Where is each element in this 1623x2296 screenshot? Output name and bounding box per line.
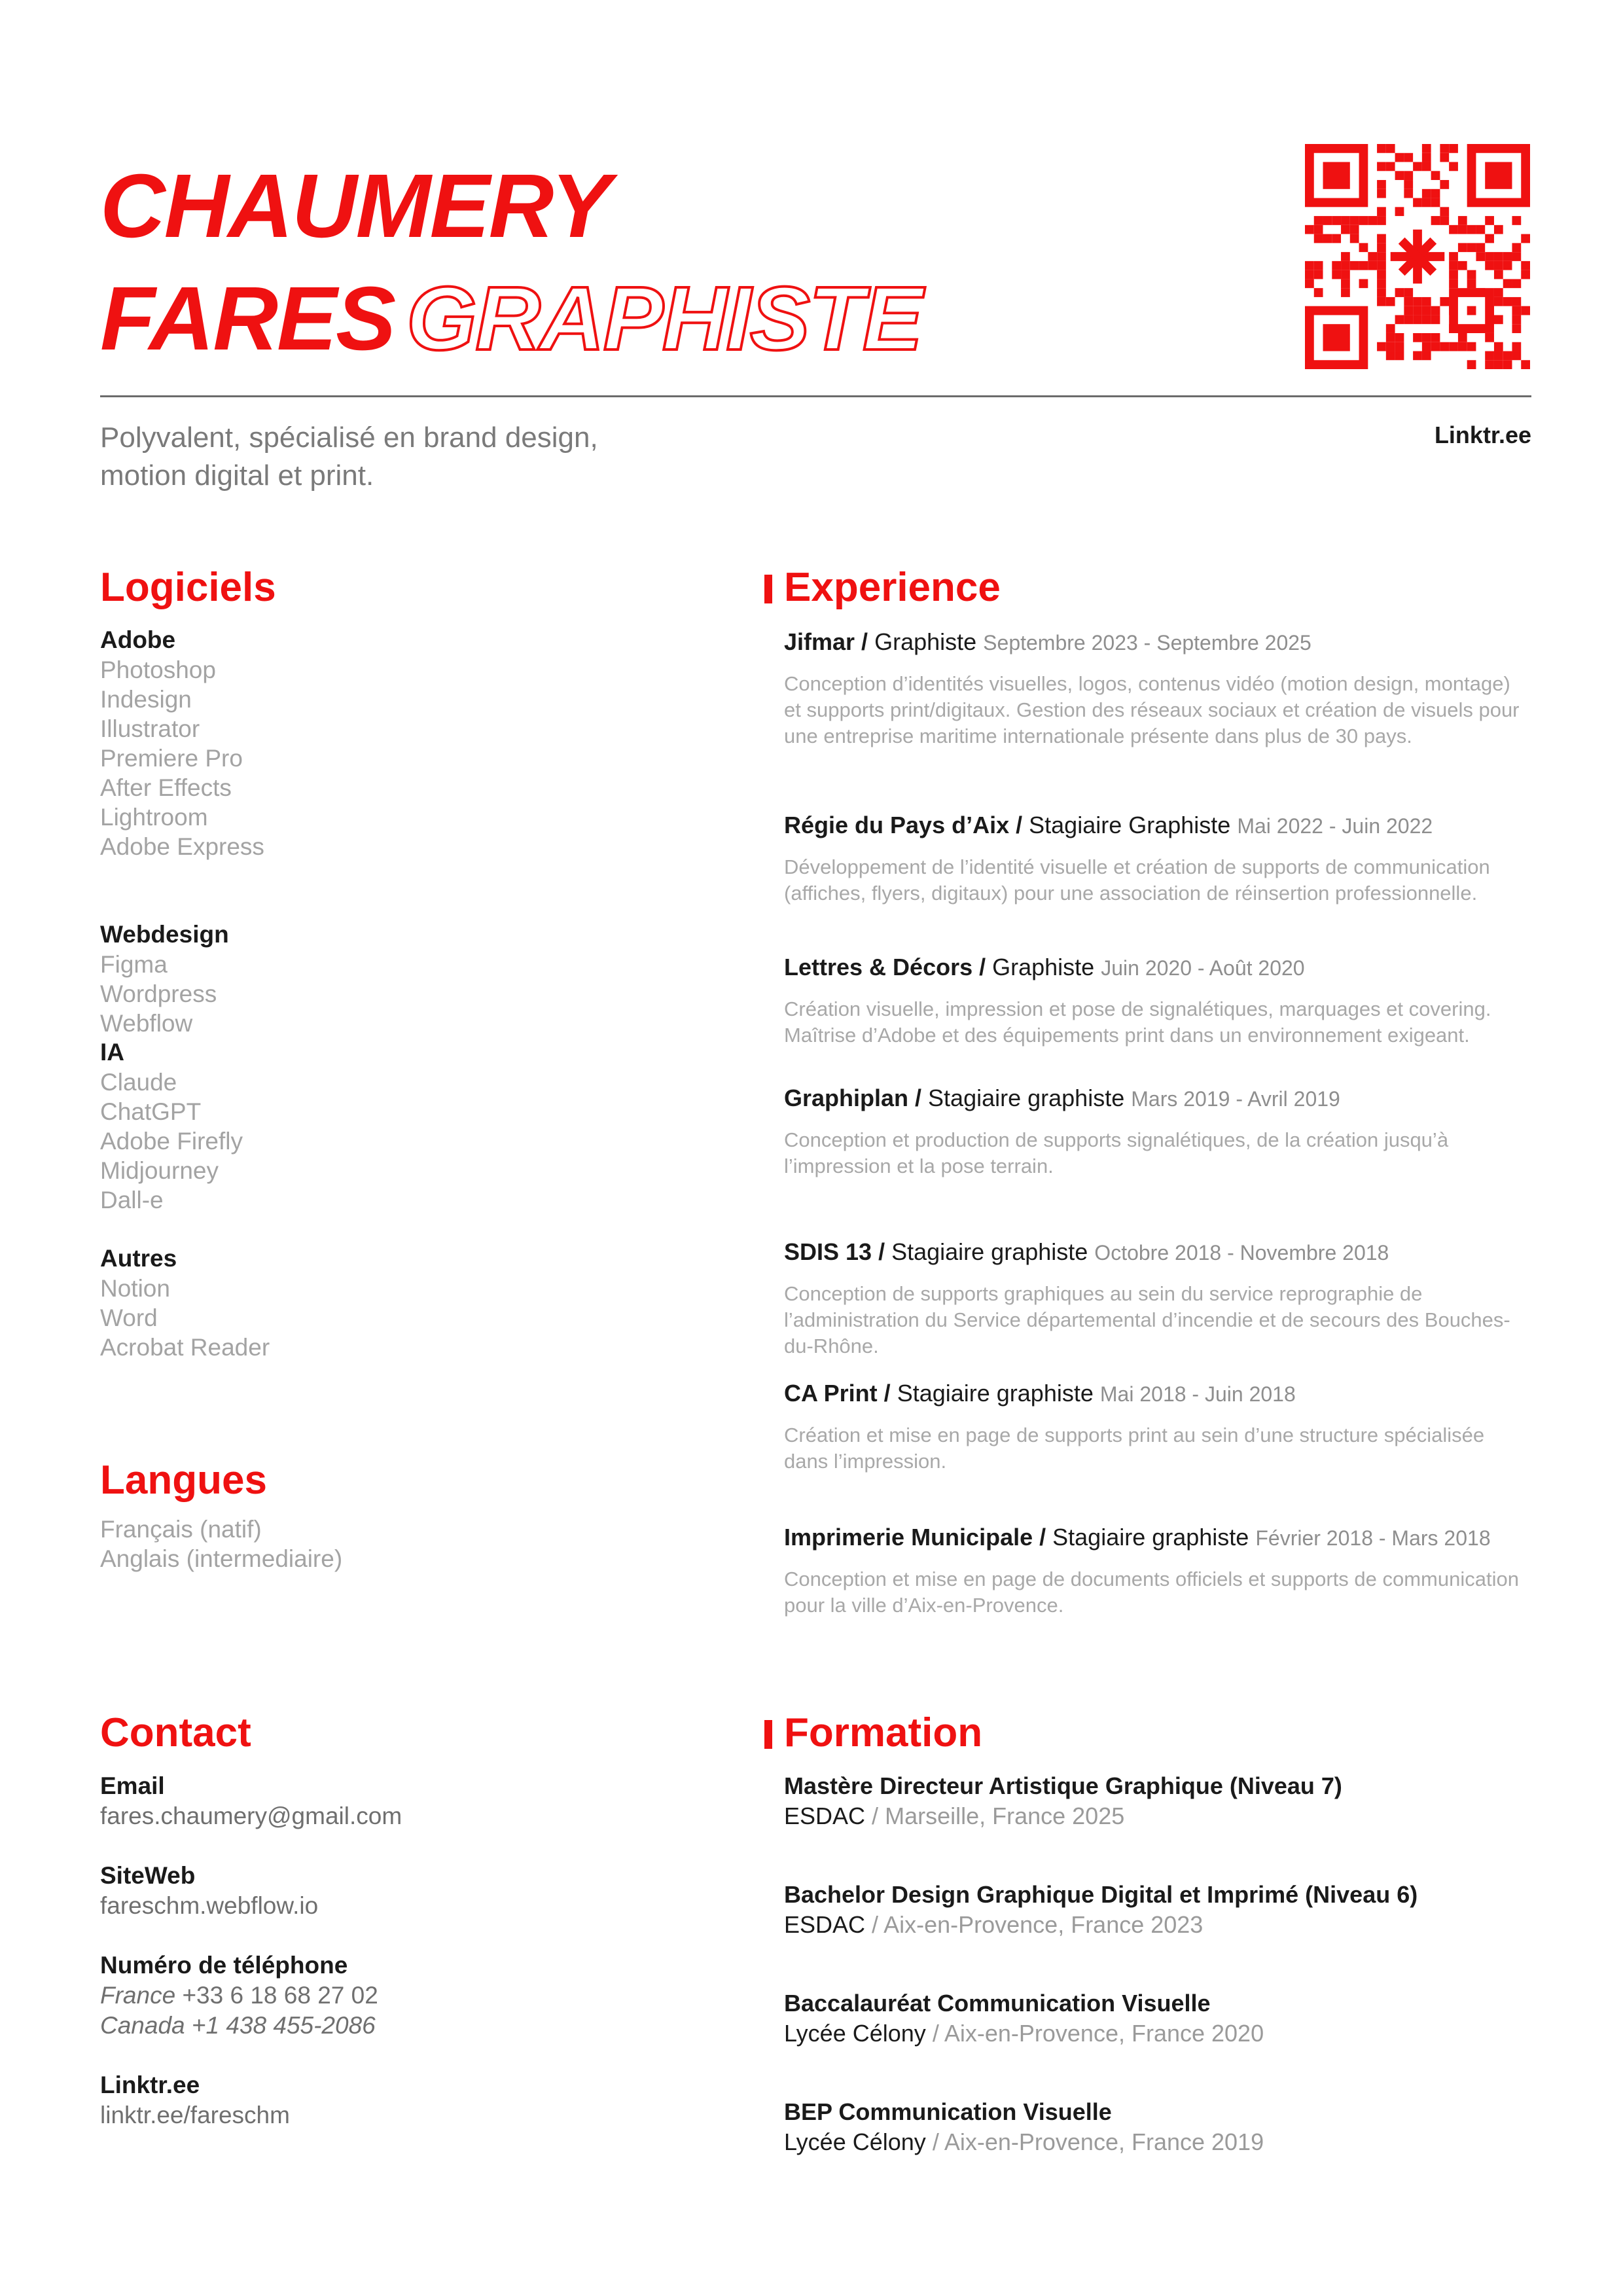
qr-module [1485,234,1494,243]
site-link[interactable]: fareschm.webflow.io [100,1892,319,1919]
qr-module [1314,261,1323,270]
phone-label: Numéro de téléphone [100,1952,348,1979]
qr-module [1305,261,1314,270]
qr-module [1341,288,1350,297]
qr-module [1350,261,1359,270]
qr-module [1395,207,1404,216]
qr-module [1314,234,1323,243]
qr-module [1395,171,1404,180]
qr-module [1440,153,1449,162]
qr-module [1422,351,1431,360]
role: Stagiaire graphiste [928,1085,1125,1111]
qr-module [1494,351,1503,360]
qr-module [1323,216,1332,225]
formation-item: BEP Communication Visuelle Lycée Célony / Aix-en-Provence, France 2019 [784,2097,1531,2157]
qr-module [1494,360,1503,369]
group-title: Autres [100,1245,177,1272]
qr-module [1440,342,1449,351]
qr-module [1413,162,1422,171]
role: Stagiaire graphiste [1052,1524,1249,1551]
qr-module [1431,216,1440,225]
qr-module [1377,234,1386,243]
dates: Octobre 2018 - Novembre 2018 [1094,1241,1389,1265]
qr-module [1341,216,1350,225]
qr-module [1467,360,1476,369]
qr-module [1512,315,1521,324]
qr-module [1395,288,1404,297]
school: ESDAC [784,1911,866,1938]
qr-module [1503,351,1512,360]
company: CA Print / [784,1380,891,1407]
degree: Baccalauréat Communication Visuelle [784,1990,1211,2017]
role: Stagiaire graphiste [891,1238,1088,1265]
contact-linktree [100,2070,689,2130]
qr-module [1377,342,1386,351]
qr-module [1467,270,1476,279]
qr-module [1467,243,1476,252]
qr-module [1422,342,1431,351]
dates: Mai 2022 - Juin 2022 [1237,814,1433,838]
section-title-langues: Langues [100,1458,267,1503]
qr-module [1386,333,1395,342]
qr-module [1512,342,1521,351]
qr-module [1503,297,1512,306]
description: Conception de supports graphiques au sein du service reprographie de l’administration du Service départemental d’incendie et de secours des Bouches-du-Rhône. [784,1282,1510,1357]
email-link[interactable]: fares.chaumery@gmail.com [100,1803,402,1829]
software-item: Lightroom [100,804,208,831]
qr-module [1485,216,1494,225]
linktree-label: Linktr.ee [100,2072,200,2098]
qr-module [1422,315,1431,324]
dates: Mars 2019 - Avril 2019 [1131,1087,1340,1111]
qr-module [1422,198,1431,207]
software-item: Claude [100,1069,177,1096]
qr-module [1449,270,1458,279]
tagline-line-1: Polyvalent, spécialisé en brand design, [100,422,598,454]
software-item: Notion [100,1275,170,1302]
qr-module [1449,225,1458,234]
languages-list [100,1515,624,1573]
linktree-link[interactable]: Linktr.ee [1434,422,1531,448]
qr-module [1449,279,1458,288]
qr-module [1350,216,1359,225]
phone-canada[interactable] [100,2011,689,2041]
qr-module [1413,297,1422,306]
software-item: Acrobat Reader [100,1334,270,1361]
qr-module [1512,324,1521,333]
qr-module [1521,360,1530,369]
qr-module [1458,216,1467,225]
qr-module [1485,261,1494,270]
qr-module [1404,171,1413,180]
qr-module [1332,234,1341,243]
qr-module [1395,153,1404,162]
qr-module [1377,252,1386,261]
qr-module [1359,261,1368,270]
software-item: Figma [100,951,168,978]
qr-module [1314,288,1323,297]
qr-module [1413,333,1422,342]
role: Graphiste [874,628,977,655]
name-last-text: CHAUMERY [100,156,610,257]
qr-module [1404,180,1413,189]
phone-number: +1 438 455-2086 [191,2012,376,2039]
job-title: GRAPHISTE [406,268,922,369]
qr-module [1377,180,1386,189]
qr-module [1467,279,1476,288]
qr-module [1422,297,1431,306]
qr-module [1386,162,1395,171]
qr-module [1377,270,1386,279]
qr-module [1413,306,1422,315]
qr-module [1494,261,1503,270]
contact-email [100,1771,689,1831]
qr-module [1458,225,1467,234]
software-item: Midjourney [100,1157,219,1184]
qr-finder-core [1323,162,1350,189]
qr-module [1368,252,1377,261]
qr-module [1422,153,1431,162]
qr-module [1449,144,1458,153]
qr-module [1377,216,1386,225]
qr-module [1494,315,1503,324]
qr-module [1386,324,1395,333]
phone-france[interactable] [100,1981,689,2011]
experience-item [784,952,1531,1049]
phone-country: France [100,1982,176,2009]
qr-module [1377,189,1386,198]
qr-module [1422,306,1431,315]
header-divider [100,395,1531,397]
qr-module [1323,234,1332,243]
qr-module [1413,315,1422,324]
language-item: Français (natif) [100,1516,262,1543]
site-label: SiteWeb [100,1862,196,1889]
qr-module [1395,315,1404,324]
email-label: Email [100,1772,165,1799]
software-item: Wordpress [100,980,217,1007]
qr-module [1386,297,1395,306]
qr-module [1431,171,1440,180]
section-title-experience: Experience [784,565,1001,610]
software-group-webdesign [100,920,624,1038]
name-first-title [100,268,922,369]
place-year: Marseille, France 2025 [885,1803,1125,1829]
degree: BEP Communication Visuelle [784,2098,1112,2125]
qr-module [1494,270,1503,279]
contact-phone [100,1950,689,2041]
qr-module [1377,144,1386,153]
software-item: Dall-e [100,1187,164,1213]
place-year: Aix-en-Provence, France 2019 [944,2128,1264,2155]
contact-site [100,1861,689,1921]
qr-module [1449,261,1458,270]
formation-marker [764,1720,772,1749]
qr-module [1485,252,1494,261]
tagline-line-2: motion digital et print. [100,459,374,492]
role: Stagiaire Graphiste [1029,812,1231,838]
qr-module [1494,342,1503,351]
tagline [100,419,820,495]
qr-module [1422,333,1431,342]
qr-module [1305,270,1314,279]
qr-module [1341,261,1350,270]
qr-module [1431,315,1440,324]
qr-module [1512,351,1521,360]
description: Création visuelle, impression et pose de signalétiques, marquages et covering. Maîtrise d’Adobe et des équipements print dans un environnement exigeant. [784,997,1491,1047]
qr-module [1494,225,1503,234]
software-item: Photoshop [100,656,216,683]
phone-number: +33 6 18 68 27 02 [182,1982,378,2009]
qr-module [1440,297,1449,306]
section-title-formation: Formation [784,1710,983,1755]
qr-module [1332,216,1341,225]
qr-module [1485,333,1494,342]
company: Imprimerie Municipale / [784,1524,1046,1551]
qr-module [1305,279,1314,288]
qr-module [1395,342,1404,351]
group-title: Webdesign [100,921,229,948]
qr-module [1512,279,1521,288]
software-item: Webflow [100,1010,193,1037]
dates: Février 2018 - Mars 2018 [1255,1526,1491,1550]
qr-module [1431,333,1440,342]
qr-module [1395,351,1404,360]
language-item: Anglais (intermediaire) [100,1545,343,1572]
qr-module [1458,261,1467,270]
qr-module [1503,360,1512,369]
company: Graphiplan / [784,1085,922,1111]
qr-module [1386,351,1395,360]
qr-module [1467,225,1476,234]
qr-module [1476,252,1485,261]
formation-item: Bachelor Design Graphique Digital et Imprimé (Niveau 6) ESDAC / Aix-en-Provence, France 2023 [784,1880,1531,1940]
experience-marker [764,575,772,603]
qr-module [1314,270,1323,279]
qr-module [1440,180,1449,189]
qr-module [1341,279,1350,288]
qr-module [1440,144,1449,153]
name-last [100,156,610,257]
qr-module [1359,216,1368,225]
software-item: After Effects [100,774,232,801]
qr-module [1440,216,1449,225]
experience-item [784,1083,1531,1179]
qr-module [1386,342,1395,351]
software-group-autres [100,1244,624,1362]
dates: Juin 2020 - Août 2020 [1101,956,1305,980]
description: Conception et production de supports signalétiques, de la création jusqu’à l’impression et la pose terrain. [784,1128,1449,1177]
formation-item: Baccalauréat Communication Visuelle Lycée Célony / Aix-en-Provence, France 2020 [784,1988,1531,2049]
experience-item [784,1378,1531,1475]
place-year: Aix-en-Provence, France 2023 [883,1911,1204,1938]
qr-module [1521,234,1530,243]
software-item: Premiere Pro [100,745,243,772]
qr-module [1431,342,1440,351]
qr-module [1467,342,1476,351]
qr-module [1521,270,1530,279]
section-title-logiciels: Logiciels [100,565,276,610]
qr-module [1377,288,1386,297]
qr-module [1440,207,1449,216]
qr-module [1494,297,1503,306]
qr-module [1404,315,1413,324]
software-group-adobe [100,625,624,861]
qr-module [1332,270,1341,279]
qr-module [1413,198,1422,207]
qr-module [1332,261,1341,270]
qr-module [1404,153,1413,162]
qr-module [1359,243,1368,252]
company: Régie du Pays d’Aix / [784,812,1023,838]
qr-module [1521,306,1530,315]
software-item: Adobe Express [100,833,264,860]
qr-module [1431,306,1440,315]
qr-module [1431,189,1440,198]
qr-module [1305,225,1314,234]
formation-item: Mastère Directeur Artistique Graphique (Niveau 7) ESDAC / Marseille, France 2025 [784,1771,1531,1831]
description: Développement de l’identité visuelle et création de supports de communication (affiches, flyers, digitaux) pour une association de réinsertion professionnelle. [784,855,1490,905]
experience-item [784,810,1531,906]
description: Création et mise en page de supports print au sein d’une structure spécialisée dans l’impression. [784,1424,1485,1473]
qr-module [1503,261,1512,270]
qr-module [1314,216,1323,225]
software-item: Word [100,1304,158,1331]
qr-module [1494,288,1503,297]
qr-module [1458,333,1467,342]
qr-module [1512,243,1521,252]
qr-module [1341,270,1350,279]
qr-module [1512,252,1521,261]
qr-module [1431,198,1440,207]
qr-module [1404,306,1413,315]
qr-finder-core [1485,162,1512,189]
software-item: Indesign [100,686,192,713]
qr-module [1377,297,1386,306]
qr-module [1404,189,1413,198]
qr-module [1314,225,1323,234]
qr-module [1476,225,1485,234]
qr-module [1359,279,1368,288]
qr-module [1350,234,1359,243]
qr-module [1512,297,1521,306]
qr-align-core [1467,306,1476,315]
qr-module [1449,162,1458,171]
software-item: Illustrator [100,715,200,742]
phone-country: Canada [100,2012,185,2039]
school: ESDAC [784,1803,866,1829]
qr-module [1377,243,1386,252]
software-item: Adobe Firefly [100,1128,243,1155]
qr-module [1386,144,1395,153]
role: Graphiste [992,954,1095,980]
qr-module [1413,351,1422,360]
qr-module [1449,252,1458,261]
qr-module [1512,216,1521,225]
software-item: ChatGPT [100,1098,202,1125]
experience-item [784,1237,1531,1359]
qr-module [1368,261,1377,270]
section-title-contact: Contact [100,1710,251,1755]
qr-module [1449,342,1458,351]
experience-item [784,1522,1531,1619]
qr-finder-core [1323,324,1350,351]
degree: Mastère Directeur Artistique Graphique (Niveau 7) [784,1772,1342,1799]
experience-item [784,627,1531,749]
qr-module [1377,207,1386,216]
group-title: IA [100,1039,124,1066]
qr-module [1512,306,1521,315]
dates: Mai 2018 - Juin 2018 [1099,1382,1296,1406]
qr-code[interactable] [1305,144,1530,369]
qr-module [1377,162,1386,171]
qr-module [1485,351,1494,360]
dates: Septembre 2023 - Septembre 2025 [983,631,1311,655]
description: Conception d’identités visuelles, logos, contenus vidéo (motion design, montage) et supports print/digitaux. Gestion des réseaux sociaux et création de visuels pour une entreprise maritime internationale présente dans plus de 30 pays. [784,672,1520,747]
qr-module [1494,252,1503,261]
description: Conception et mise en page de documents officiels et supports de communication pour la ville d’Aix-en-Provence. [784,1568,1519,1617]
software-group-ia [100,1037,624,1215]
company: Jifmar / [784,628,868,655]
qr-module [1341,252,1350,261]
qr-module [1422,162,1431,171]
qr-module [1368,216,1377,225]
qr-module [1503,252,1512,261]
qr-module [1395,333,1404,342]
company: SDIS 13 / [784,1238,885,1265]
qr-module [1404,297,1413,306]
qr-module [1485,360,1494,369]
qr-module [1458,243,1467,252]
qr-module [1377,261,1386,270]
degree: Bachelor Design Graphique Digital et Imprimé (Niveau 6) [784,1881,1418,1908]
qr-module [1404,288,1413,297]
qr-module [1476,243,1485,252]
qr-module [1377,279,1386,288]
school: Lycée Célony [784,2128,926,2155]
linktree-url[interactable]: linktr.ee/fareschm [100,2102,290,2128]
qr-module [1521,261,1530,270]
role: Stagiaire graphiste [897,1380,1094,1407]
qr-module [1341,225,1350,234]
company: Lettres & Décors / [784,954,986,980]
school: Lycée Célony [784,2020,926,2047]
qr-module [1458,342,1467,351]
qr-module [1422,144,1431,153]
qr-module [1422,189,1431,198]
qr-module [1350,225,1359,234]
qr-module [1503,279,1512,288]
name-first-text: FARES [100,268,395,369]
group-title: Adobe [100,626,176,653]
place-year: Aix-en-Provence, France 2020 [944,2020,1264,2047]
